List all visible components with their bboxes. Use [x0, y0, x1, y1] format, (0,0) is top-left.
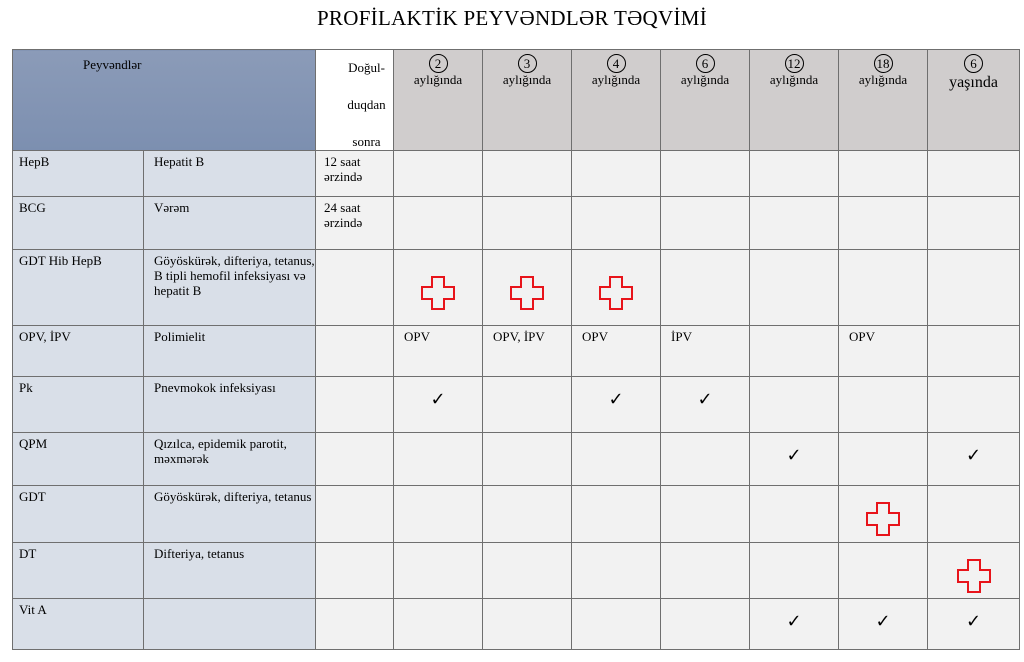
vaccine-dose-label: OPV	[582, 329, 609, 344]
vaccine-row	[13, 151, 1020, 197]
red-cross-icon	[956, 558, 992, 594]
checkmark-icon: ✓	[697, 389, 713, 410]
vaccine-code: GDT Hib HepB	[19, 253, 102, 268]
age-header	[839, 50, 928, 151]
schedule-cell	[572, 250, 661, 326]
red-cross-icon	[865, 501, 901, 537]
birth-dose-cell	[316, 486, 394, 543]
birth-dose-cell	[316, 197, 394, 250]
vaccine-dose-label: OPV	[849, 329, 876, 344]
red-cross-icon	[420, 275, 456, 311]
schedule-cell	[483, 326, 572, 377]
schedule-cell	[928, 326, 1020, 377]
birth-dose-text	[316, 326, 393, 329]
schedule-cell	[928, 197, 1020, 250]
vaccine-code-cell	[13, 599, 144, 650]
schedule-cell	[750, 486, 839, 543]
birth-dose-cell	[316, 599, 394, 650]
schedule-cell	[928, 151, 1020, 197]
schedule-cell	[750, 377, 839, 433]
disease-name: Pnevmokok infeksiyası	[154, 380, 276, 395]
schedule-cell	[394, 433, 483, 486]
age-number: 6	[696, 54, 715, 73]
schedule-cell	[839, 326, 928, 377]
vaccine-code: QPM	[19, 436, 48, 451]
vaccine-dose-label: OPV	[404, 329, 431, 344]
age-number: 3	[518, 54, 537, 73]
birth-dose-text	[316, 250, 393, 253]
red-cross-icon	[509, 275, 545, 311]
birth-dose-text: 12 saat ərzində	[324, 154, 363, 184]
checkmark-icon: ✓	[786, 445, 802, 466]
schedule-cell	[394, 197, 483, 250]
schedule-cell	[483, 250, 572, 326]
birth-header-line: sonra	[352, 134, 381, 149]
schedule-cell	[661, 599, 750, 650]
checkmark-icon: ✓	[430, 389, 446, 410]
vaccine-code-cell	[13, 151, 144, 197]
schedule-cell	[394, 599, 483, 650]
vaccine-row	[13, 599, 1020, 650]
age-number: 2	[429, 54, 448, 73]
vaccine-code-cell	[13, 433, 144, 486]
disease-name-cell	[144, 377, 316, 433]
schedule-cell	[839, 433, 928, 486]
birth-header-line: Doğul-	[348, 60, 385, 75]
birth-dose-text	[316, 486, 393, 489]
schedule-cell	[928, 433, 1020, 486]
vaccine-row	[13, 543, 1020, 599]
schedule-cell	[839, 486, 928, 543]
schedule-cell	[483, 377, 572, 433]
disease-name-cell	[144, 250, 316, 326]
schedule-cell	[572, 377, 661, 433]
disease-name: Hepatit B	[154, 154, 205, 169]
disease-name-cell	[144, 433, 316, 486]
disease-name	[144, 599, 315, 602]
age-header	[661, 50, 750, 151]
age-header	[394, 50, 483, 151]
schedule-cell	[661, 433, 750, 486]
schedule-cell	[928, 377, 1020, 433]
disease-name-cell	[144, 599, 316, 650]
vaccine-code: DT	[19, 546, 37, 561]
age-number: 6	[964, 54, 983, 73]
schedule-cell	[483, 486, 572, 543]
schedule-cell	[661, 151, 750, 197]
vaccine-code-cell	[13, 486, 144, 543]
schedule-cell	[839, 377, 928, 433]
disease-name: Vərəm	[154, 200, 190, 215]
vaccine-code-cell	[13, 326, 144, 377]
schedule-cell	[750, 326, 839, 377]
schedule-cell	[928, 599, 1020, 650]
schedule-cell	[394, 486, 483, 543]
schedule-cell	[661, 197, 750, 250]
vaccine-row	[13, 486, 1020, 543]
age-unit: aylığında	[591, 72, 641, 87]
schedule-cell	[928, 543, 1020, 599]
vaccine-dose-label: OPV, İPV	[493, 329, 545, 344]
schedule-cell	[483, 151, 572, 197]
age-number: 4	[607, 54, 626, 73]
schedule-cell	[572, 433, 661, 486]
disease-name: Polimielit	[154, 329, 206, 344]
schedule-cell	[394, 326, 483, 377]
page-title: PROFİLAKTİK PEYVƏNDLƏR TƏQVİMİ	[316, 6, 708, 30]
age-unit: aylığında	[680, 72, 730, 87]
vaccine-code: BCG	[19, 200, 46, 215]
age-unit: yaşında	[949, 74, 998, 91]
disease-name-cell	[144, 486, 316, 543]
vaccines-header: Peyvəndlər	[13, 50, 316, 151]
age-number: 12	[785, 54, 804, 73]
schedule-cell	[572, 599, 661, 650]
schedule-cell	[483, 599, 572, 650]
vaccine-code: HepB	[19, 154, 50, 169]
vaccine-row	[13, 326, 1020, 377]
header-row	[13, 50, 1020, 151]
vaccine-row	[13, 250, 1020, 326]
age-header	[572, 50, 661, 151]
schedule-cell	[661, 377, 750, 433]
schedule-cell	[839, 151, 928, 197]
birth-dose-cell	[316, 543, 394, 599]
schedule-cell	[572, 326, 661, 377]
schedule-cell	[750, 250, 839, 326]
schedule-cell	[572, 197, 661, 250]
schedule-cell	[661, 250, 750, 326]
schedule-cell	[839, 197, 928, 250]
schedule-cell	[750, 433, 839, 486]
disease-name-cell	[144, 326, 316, 377]
checkmark-icon: ✓	[786, 611, 802, 632]
disease-name: Göyöskürək, difteriya, tetanus	[154, 489, 312, 504]
birth-header-line: duqdan	[347, 97, 386, 112]
vaccine-code-cell	[13, 377, 144, 433]
schedule-cell	[661, 543, 750, 599]
schedule-cell	[839, 543, 928, 599]
checkmark-icon: ✓	[608, 389, 624, 410]
schedule-cell	[661, 326, 750, 377]
checkmark-icon: ✓	[965, 445, 982, 466]
disease-name: Göyöskürək, difteriya, tetanus, B tipli hemofil infeksiyası və hepatit B	[154, 253, 315, 298]
age-header	[750, 50, 839, 151]
age-unit: aylığında	[502, 72, 552, 87]
schedule-cell	[572, 486, 661, 543]
schedule-cell	[928, 486, 1020, 543]
vaccine-code: GDT	[19, 489, 46, 504]
schedule-cell	[750, 197, 839, 250]
age-unit: aylığında	[413, 72, 463, 87]
schedule-cell	[750, 151, 839, 197]
disease-name: Qızılca, epidemik parotit, məxmərək	[154, 436, 287, 466]
vaccine-dose-label: İPV	[671, 329, 692, 344]
birth-dose-cell	[316, 326, 394, 377]
birth-dose-cell	[316, 151, 394, 197]
disease-name-cell	[144, 197, 316, 250]
schedule-cell	[839, 599, 928, 650]
age-header	[483, 50, 572, 151]
birth-dose-text	[316, 377, 393, 380]
schedule-cell	[394, 151, 483, 197]
vaccine-code: OPV, İPV	[19, 329, 71, 344]
vaccine-code-cell	[13, 250, 144, 326]
birth-header	[316, 50, 394, 151]
schedule-cell	[394, 250, 483, 326]
disease-name-cell	[144, 151, 316, 197]
birth-dose-text	[316, 433, 393, 436]
vaccine-row	[13, 433, 1020, 486]
disease-name: Difteriya, tetanus	[154, 546, 245, 561]
birth-dose-text	[316, 599, 393, 602]
schedule-cell	[483, 433, 572, 486]
schedule-cell	[483, 197, 572, 250]
vaccine-code: Pk	[19, 380, 33, 395]
age-header	[928, 50, 1020, 151]
birth-dose-cell	[316, 433, 394, 486]
vaccine-row	[13, 197, 1020, 250]
schedule-cell	[839, 250, 928, 326]
checkmark-icon: ✓	[965, 611, 982, 632]
age-number: 18	[874, 54, 893, 73]
schedule-cell	[394, 543, 483, 599]
vaccine-code-cell	[13, 197, 144, 250]
vaccine-code: Vit A	[19, 602, 47, 617]
schedule-cell	[394, 377, 483, 433]
vaccine-code-cell	[13, 543, 144, 599]
birth-dose-cell	[316, 377, 394, 433]
birth-dose-cell	[316, 250, 394, 326]
vaccine-row	[13, 377, 1020, 433]
schedule-cell	[750, 543, 839, 599]
disease-name-cell	[144, 543, 316, 599]
birth-dose-text: 24 saat ərzində	[324, 200, 363, 230]
schedule-cell	[483, 543, 572, 599]
schedule-cell	[572, 151, 661, 197]
schedule-cell	[572, 543, 661, 599]
schedule-cell	[928, 250, 1020, 326]
birth-dose-text	[316, 543, 393, 546]
schedule-cell	[750, 599, 839, 650]
red-cross-icon	[598, 275, 634, 311]
age-unit: aylığında	[858, 72, 908, 87]
vaccination-calendar-table	[12, 49, 1020, 650]
schedule-cell	[661, 486, 750, 543]
checkmark-icon: ✓	[875, 611, 891, 632]
age-unit: aylığında	[769, 72, 819, 87]
